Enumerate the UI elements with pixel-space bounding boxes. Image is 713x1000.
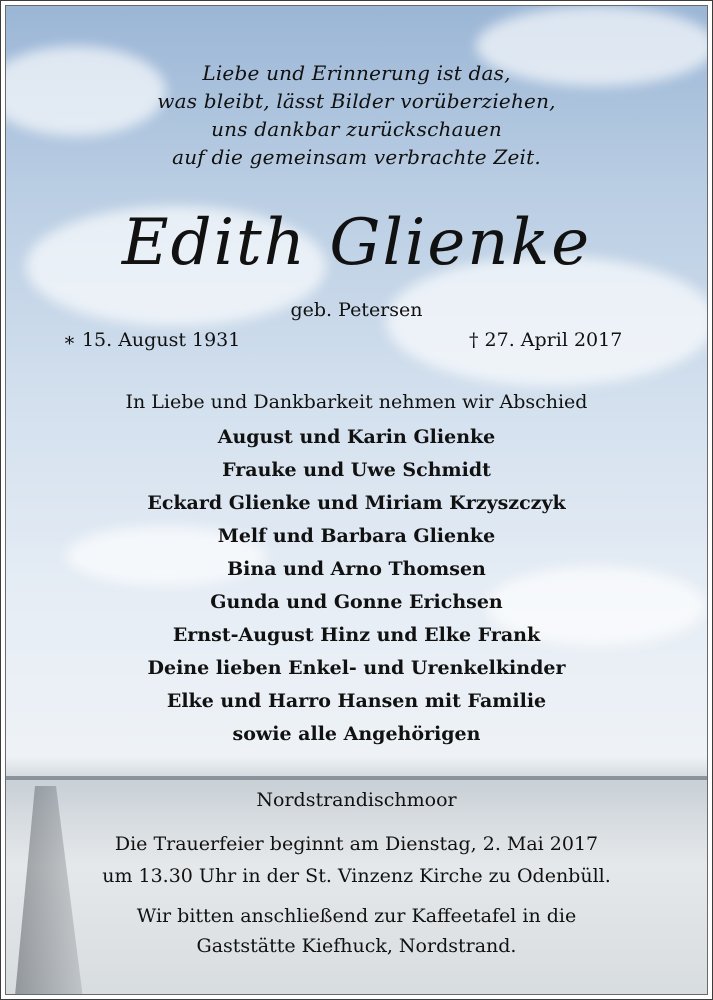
birth-name: geb. Petersen <box>290 299 423 321</box>
reception-line: Gaststätte Kiefhuck, Nordstrand. <box>196 935 517 957</box>
funeral-line: Die Trauerfeier beginnt am Dienstag, 2. Mai 2017 <box>114 833 599 855</box>
poem-line: Liebe und Erinnerung ist das, <box>202 61 511 85</box>
mourner-line: sowie alle Angehörigen <box>232 723 481 745</box>
mourner-line: Gunda und Gonne Erichsen <box>210 591 503 613</box>
mourner-line: Bina und Arno Thomsen <box>227 558 486 580</box>
mourner-line: Eckard Glienke und Miriam Krzyszczyk <box>147 492 566 514</box>
poem-line: uns dankbar zurückschauen <box>211 117 502 141</box>
funeral-line: um 13.30 Uhr in der St. Vinzenz Kirche zu Odenbüll. <box>102 865 611 887</box>
poem-line: auf die gemeinsam verbrachte Zeit. <box>172 145 541 169</box>
death-date: † 27. April 2017 <box>469 329 623 351</box>
water <box>6 780 707 994</box>
poem-line: was bleibt, lässt Bilder vorüberziehen, <box>157 89 556 113</box>
mourner-line: Elke und Harro Hansen mit Familie <box>166 690 547 712</box>
mourner-line: Deine lieben Enkel- und Urenkelkinder <box>147 657 566 679</box>
birth-date: ∗ 15. August 1931 <box>63 329 241 351</box>
mourner-line: Frauke und Uwe Schmidt <box>222 459 491 481</box>
farewell-intro: In Liebe und Dankbarkeit nehmen wir Abschied <box>125 391 588 413</box>
place: Nordstrandischmoor <box>256 789 457 811</box>
mourner-line: Melf und Barbara Glienke <box>217 525 496 547</box>
deceased-name: Edith Glienke <box>121 206 592 280</box>
reception-line: Wir bitten anschließend zur Kaffeetafel in die <box>136 905 577 927</box>
mourner-line: Ernst-August Hinz und Elke Frank <box>172 624 541 646</box>
mourner-line: August und Karin Glienke <box>217 426 496 448</box>
